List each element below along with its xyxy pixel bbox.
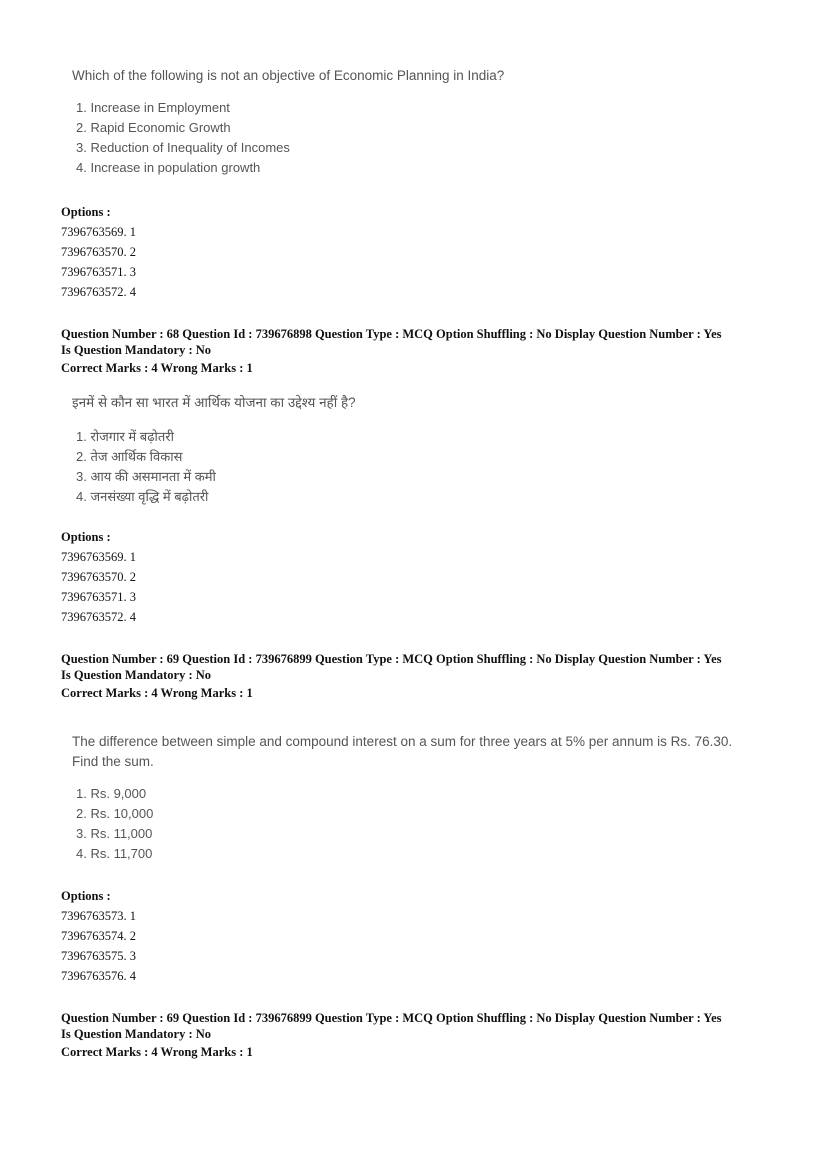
option-id-row: 7396763570. 2 [61,245,136,259]
choice-item: 3. आय की असमानता में कमी [76,469,216,484]
option-id-row: 7396763570. 2 [61,570,136,584]
choice-item: 1. Increase in Employment [76,100,230,115]
question-69-text-line1: The difference between simple and compound interest on a sum for three years at 5% per annum is Rs. 76.30. [72,734,733,749]
choice-item: 2. Rs. 10,000 [76,806,154,821]
choice-item: 2. Rapid Economic Growth [76,120,231,135]
choice-item: 1. रोजगार में बढ़ोतरी [76,429,174,444]
question-67-options [61,203,136,302]
options-label: Options : [61,889,111,903]
question-69-image [72,732,732,864]
choice-item: 4. Rs. 11,700 [76,846,153,861]
option-id-row: 7396763576. 4 [61,969,136,983]
question-67-image [72,66,504,178]
question-69-mandatory: Is Question Mandatory : No [61,668,212,682]
question-69-meta-line: Question Number : 69 Question Id : 739676899 Question Type : MCQ Option Shuffling : No Display Question Number : Yes [61,652,722,666]
question-67-text: Which of the following is not an objective of Economic Planning in India? [72,68,505,83]
question-69-text-line2: Find the sum. [72,754,154,769]
option-id-row: 7396763573. 1 [61,909,136,923]
option-id-row: 7396763572. 4 [61,610,136,624]
question-69b-mandatory: Is Question Mandatory : No [61,1027,212,1041]
question-69b-marks: Correct Marks : 4 Wrong Marks : 1 [61,1045,253,1059]
question-69b-meta-line: Question Number : 69 Question Id : 739676899 Question Type : MCQ Option Shuffling : No Display Question Number : Yes [61,1011,722,1025]
choice-item: 1. Rs. 9,000 [76,786,147,801]
question-68-mandatory: Is Question Mandatory : No [61,343,212,357]
question-69-marks: Correct Marks : 4 Wrong Marks : 1 [61,686,253,700]
choice-item: 2. तेज आर्थिक विकास [76,449,183,464]
option-id-row: 7396763572. 4 [61,285,136,299]
question-68-options [61,528,136,627]
question-67-choices [72,98,504,178]
question-68-image [72,393,356,507]
choice-item: 4. जनसंख्या वृद्धि में बढ़ोतरी [76,489,209,504]
option-id-row: 7396763569. 1 [61,550,136,564]
question-69-meta [61,651,771,701]
question-69-choices [72,784,732,864]
option-id-row: 7396763571. 3 [61,265,136,279]
option-id-row: 7396763574. 2 [61,929,136,943]
option-id-row: 7396763571. 3 [61,590,136,604]
question-68-marks: Correct Marks : 4 Wrong Marks : 1 [61,361,253,375]
question-68-text: इनमें से कौन सा भारत में आर्थिक योजना का उद्देश्य नहीं है? [72,395,356,410]
question-69-options [61,887,136,986]
question-68-choices [72,427,356,507]
options-label: Options : [61,205,111,219]
options-label: Options : [61,530,111,544]
choice-item: 3. Rs. 11,000 [76,826,153,841]
question-69b-meta [61,1010,771,1060]
option-id-row: 7396763569. 1 [61,225,136,239]
option-id-row: 7396763575. 3 [61,949,136,963]
choice-item: 3. Reduction of Inequality of Incomes [76,140,290,155]
choice-item: 4. Increase in population growth [76,160,261,175]
question-68-meta-line: Question Number : 68 Question Id : 739676898 Question Type : MCQ Option Shuffling : No Display Question Number : Yes [61,327,722,341]
question-68-meta [61,326,771,376]
